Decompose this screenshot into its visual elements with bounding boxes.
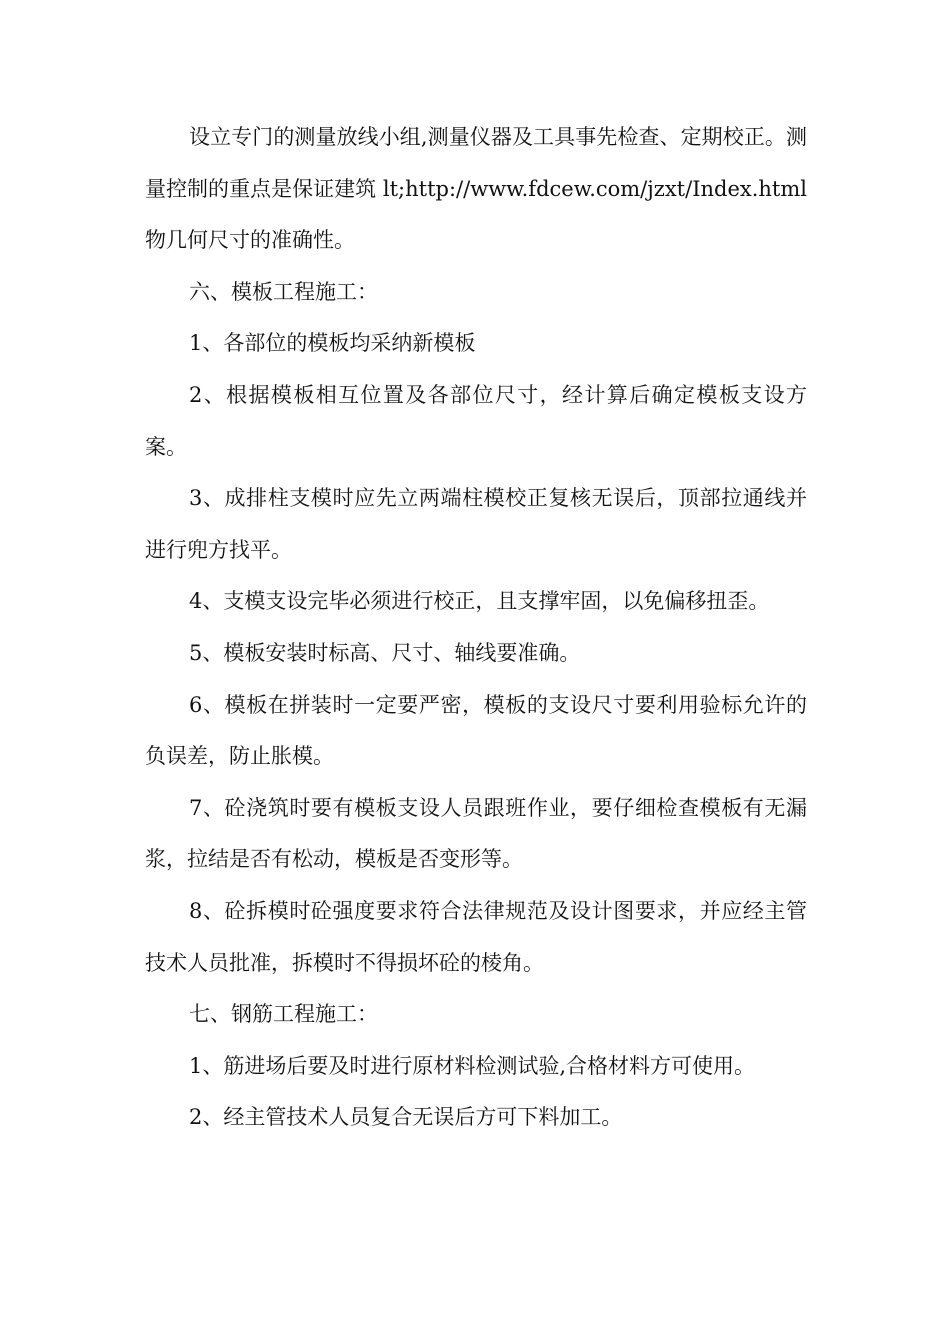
heading-formwork-construction: 六、模板工程施工： [189,279,378,304]
paragraph-rebar-1: 1、筋进场后要及时进行原材料检测试验,合格材料方可使用。 [189,1053,756,1078]
paragraph-formwork-2: 2、根据模板相互位置及各部位尺寸，经计算后确定模板支设方案。 [145,382,807,459]
paragraph-formwork-3: 3、成排柱支模时应先立两端柱模校正复核无误后，顶部拉通线并进行兜方找平。 [145,486,807,562]
paragraph-formwork-1: 1、各部位的模板均采纳新模板 [189,331,476,356]
heading-rebar-construction: 七、钢筋工程施工： [189,1002,378,1027]
paragraph-formwork-7: 7、砼浇筑时要有模板支设人员跟班作业，要仔细检查模板有无漏浆，拉结是否有松动，模板是否变形等。 [145,795,807,872]
paragraph-formwork-6: 6、模板在拼装时一定要严密，模板的支设尺寸要利用验标允许的负误差，防止胀模。 [145,692,807,769]
paragraph-formwork-5: 5、模板安装时标高、尺寸、轴线要准确。 [189,640,581,665]
paragraph-rebar-2: 2、经主管技术人员复合无误后方可下料加工。 [189,1105,623,1130]
document-body [145,112,807,1144]
paragraph-formwork-4: 4、支模支设完毕必须进行校正，且支撑牢固，以免偏移扭歪。 [189,589,770,614]
paragraph-survey-team: 设立专门的测量放线小组,测量仪器及工具事先检查、定期校正。测量控制的重点是保证建筑 lt;http://www.fdcew.com/jzxt/Index.html 物几何尺寸的准确性。 [145,125,807,253]
paragraph-formwork-8: 8、砼拆模时砼强度要求符合法律规范及设计图要求，并应经主管技术人员批准，拆模时不得损坏砼的棱角。 [145,898,807,975]
